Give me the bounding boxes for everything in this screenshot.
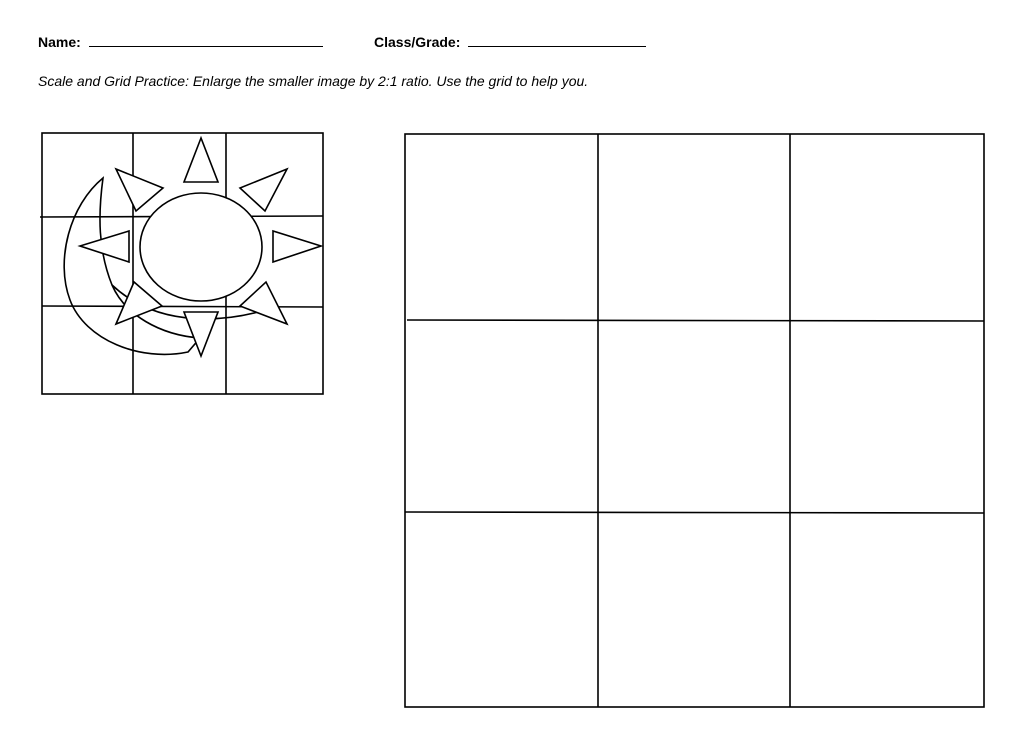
ray-bottom-right: [240, 282, 287, 324]
ray-right: [273, 231, 321, 262]
large-grid-border: [405, 134, 984, 707]
sun-circle: [140, 193, 262, 301]
ray-top-left: [116, 169, 163, 211]
ray-top-right: [240, 169, 287, 211]
name-label: Name:: [38, 34, 81, 50]
ray-bottom: [184, 312, 218, 356]
sun-moon-drawing: [64, 138, 321, 356]
large-enlargement-grid[interactable]: [405, 134, 984, 707]
instructions-text: Scale and Grid Practice: Enlarge the smaller image by 2:1 ratio. Use the grid to help you.: [38, 73, 589, 89]
small-grid-hline-2: [42, 306, 323, 307]
large-grid-hline-1: [407, 320, 984, 321]
large-grid-hline-2: [405, 512, 984, 513]
ray-top: [184, 138, 218, 182]
class-grade-label: Class/Grade:: [374, 34, 461, 50]
